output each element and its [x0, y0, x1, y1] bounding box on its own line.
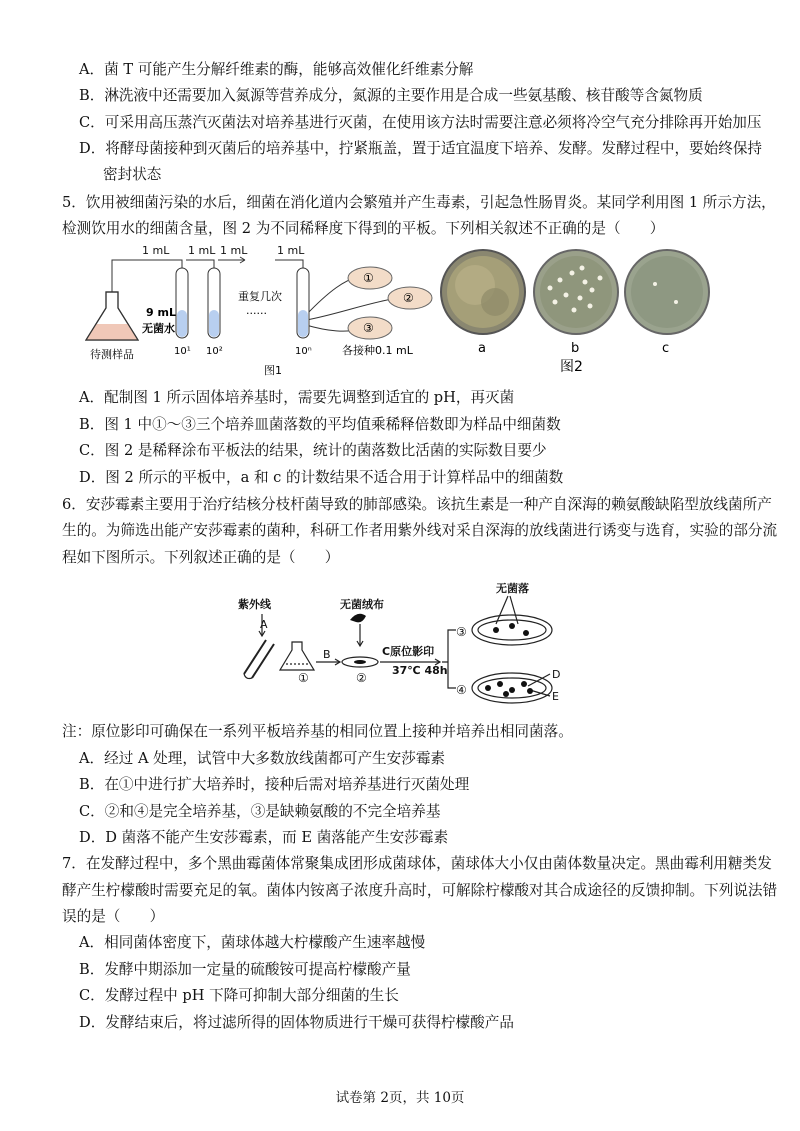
option-c: C．可采用高压蒸汽灭菌法对培养基进行灭菌，在使用该方法时需要注意必须将冷空气充分排除再开始加压: [79, 114, 762, 131]
q7-option-b: B．发酵中期添加一定量的硫酸铵可提高柠檬酸产量: [79, 961, 411, 978]
label-plate-3: ③: [456, 625, 467, 639]
plate-a: [441, 250, 525, 334]
label-plate-4: ④: [456, 683, 467, 697]
label-tube-10-1: 10¹: [174, 346, 191, 357]
option-a: A．菌 T 可能产生分解纤维素的酶，能够高效催化纤维素分解: [79, 61, 474, 78]
q6-option-a: A．经过 A 处理，试管中大多数放线菌都可产生安莎霉素: [79, 750, 446, 767]
figure-mutation-process: [230, 578, 570, 708]
label-plate-c: c: [662, 341, 670, 356]
label-1ml-b: 1 mL: [188, 244, 216, 257]
test-tube-n: [297, 268, 309, 338]
label-plate-a: a: [478, 341, 486, 356]
figure-1-and-2: [80, 240, 730, 380]
label-step-c: C原位影印: [382, 645, 435, 658]
test-tube-1: [176, 268, 188, 338]
label-step-2: ②: [356, 671, 367, 685]
label-plate-b: b: [571, 341, 580, 356]
q6-option-d: D．D 菌落不能产生安莎霉素，而 E 菌落能产生安莎霉素: [79, 829, 449, 846]
label-dots: ......: [246, 304, 267, 317]
label-temp: 37℃ 48h: [392, 664, 448, 677]
q5-option-c: C．图 2 是稀释涂布平板法的结果，统计的菌落数比活菌的实际数目要少: [79, 442, 547, 459]
figure-1-caption: 图1: [264, 364, 282, 377]
label-1ml-d: 1 mL: [277, 244, 305, 257]
q7-option-d: D．发酵结束后，将过滤所得的固体物质进行干燥可获得柠檬酸产品: [79, 1014, 514, 1031]
label-tube-10-2: 10²: [206, 346, 223, 357]
question-5-stem-line-2: 检测饮用水的细菌含量，图 2 为不同稀释度下得到的平板。下列相关叙述不正确的是（ ）: [62, 220, 665, 237]
label-velvet: 无菌绒布: [340, 598, 384, 611]
label-d: D: [552, 668, 561, 681]
question-6-stem-line-1: 6．安莎霉素主要用于治疗结核分枝杆菌导致的肺部感染。该抗生素是一种产自深海的赖氨酸缺陷型放线菌所产: [62, 496, 772, 513]
label-a: A: [260, 618, 268, 631]
option-b: B．淋洗液中还需要加入氮源等营养成分，氮源的主要作用是合成一些氨基酸、核苷酸等含氮物质: [79, 87, 703, 104]
velvet-icon: [350, 614, 366, 623]
test-tube-2: [208, 268, 220, 338]
label-sample: 待测样品: [90, 348, 134, 361]
q5-option-d: D．图 2 所示的平板中，a 和 c 的计数结果不适合用于计算样品中的细菌数: [79, 469, 564, 486]
q6-option-b: B．在①中进行扩大培养时，接种后需对培养基进行灭菌处理: [79, 776, 470, 793]
label-b: B: [323, 648, 331, 661]
question-7-stem-line-1: 7．在发酵过程中，多个黑曲霉菌体常聚集成团形成菌球体，菌球体大小仅由菌体数量决定。黑曲霉利用糖类发: [62, 855, 772, 872]
label-sterile-water: 无菌水: [142, 322, 175, 335]
label-e: E: [552, 690, 559, 703]
q6-option-c: C．②和④是完全培养基，③是缺赖氨酸的不完全培养基: [79, 803, 441, 820]
label-dish-1: ①: [363, 271, 374, 285]
question-7-stem-line-2: 酵产生柠檬酸时需要充足的氧。菌体内铵离子浓度升高时，可解除柠檬酸对其合成途径的反馈抑制。下列说法错: [62, 882, 778, 899]
label-1ml-a: 1 mL: [142, 244, 170, 257]
figure-2-caption: 图2: [560, 359, 583, 375]
label-9ml: 9 mL: [146, 306, 176, 319]
question-6-note: 注：原位影印可确保在一系列平板培养基的相同位置上接种并培养出相同菌落。: [62, 723, 573, 740]
plate-b: [534, 250, 618, 334]
question-6-stem-line-2: 生的。为筛选出能产安莎霉素的菌种，科研工作者用紫外线对采自深海的放线菌进行诱变与选育，实验的部分流: [62, 522, 778, 539]
q5-option-a: A．配制图 1 所示固体培养基时，需要先调整到适宜的 pH，再灭菌: [79, 389, 515, 406]
q7-option-a: A．相同菌体密度下，菌球体越大柠檬酸产生速率越慢: [79, 934, 426, 951]
label-repeat: 重复几次: [238, 290, 282, 303]
option-d-continued: 密封状态: [103, 166, 162, 183]
page-footer: 试卷第 2页，共 10页: [335, 1090, 465, 1106]
label-inoculate: 各接种0.1 mL: [342, 344, 413, 357]
label-dish-3: ③: [363, 321, 374, 335]
q7-option-c: C．发酵过程中 pH 下降可抑制大部分细菌的生长: [79, 987, 399, 1004]
label-step-1: ①: [298, 671, 309, 685]
label-tube-10-n: 10ⁿ: [295, 346, 312, 357]
option-d: D．将酵母菌接种到灭菌后的培养基中，拧紧瓶盖，置于适宜温度下培养、发酵。发酵过程中，要始终保持: [79, 140, 763, 157]
question-6-stem-line-3: 程如下图所示。下列叙述正确的是（ ）: [62, 549, 340, 566]
label-dish-2: ②: [403, 291, 414, 305]
label-no-colony: 无菌落: [496, 582, 529, 595]
label-uv: 紫外线: [238, 598, 271, 611]
question-5-stem-line-1: 5．饮用被细菌污染的水后，细菌在消化道内会繁殖并产生毒素，引起急性肠胃炎。某同学利用图 1 所示方法，: [62, 194, 776, 211]
q5-option-b: B．图 1 中①～③三个培养皿菌落数的平均值乘稀释倍数即为样品中细菌数: [79, 416, 561, 433]
question-7-stem-line-3: 误的是（ ）: [62, 908, 165, 925]
sample-flask: [86, 292, 138, 340]
plate-c: [625, 250, 709, 334]
label-1ml-c: 1 mL: [220, 244, 248, 257]
